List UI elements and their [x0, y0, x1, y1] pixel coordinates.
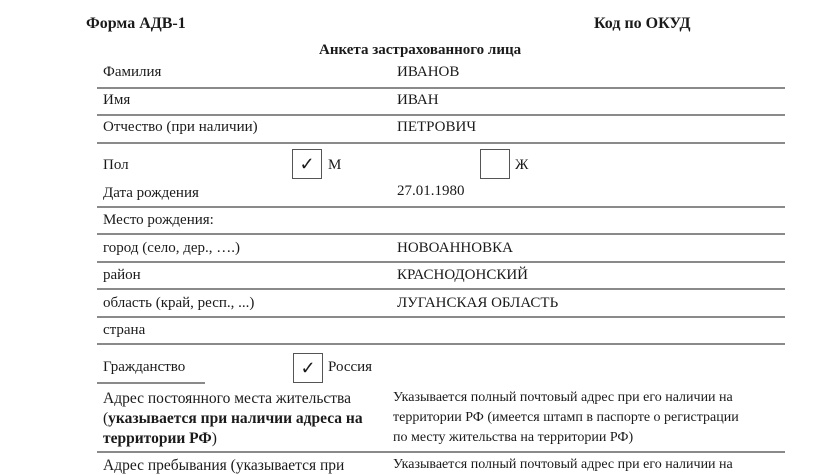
- address-label-line2: [103, 409, 363, 429]
- okud-code-label: Код по ОКУД: [594, 15, 691, 32]
- stay-address-hint: Указывается полный почтовый адрес при его наличии на: [393, 457, 733, 472]
- address-label-line1: Адрес постоянного места жительства: [103, 390, 352, 407]
- form-title: Анкета застрахованного лица: [319, 42, 522, 58]
- address-hint-line: территории РФ (имеется штамп в паспорте о регистрации: [393, 410, 739, 425]
- divider: [97, 288, 785, 290]
- district-value[interactable]: КРАСНОДОНСКИЙ: [397, 267, 529, 283]
- address-hint: [393, 388, 739, 448]
- region-value[interactable]: ЛУГАНСКАЯ ОБЛАСТЬ: [397, 295, 559, 311]
- district-label: район: [103, 267, 141, 283]
- name-label: Имя: [103, 92, 131, 108]
- paren: (: [103, 410, 109, 427]
- divider: [97, 382, 205, 384]
- form-name: Форма АДВ-1: [86, 15, 186, 32]
- divider: [97, 206, 785, 208]
- city-value[interactable]: НОВОАННОВКА: [397, 240, 513, 256]
- address-label: [103, 389, 363, 449]
- patronymic-value[interactable]: ПЕТРОВИЧ: [397, 119, 477, 135]
- birth-date-value[interactable]: 27.01.1980: [397, 183, 465, 199]
- paren: ): [211, 430, 217, 447]
- address-note-bold: территории РФ: [103, 430, 212, 447]
- male-label: М: [328, 157, 342, 173]
- name-value[interactable]: ИВАН: [397, 92, 439, 108]
- sex-label: Пол: [103, 157, 129, 173]
- birth-date-label: Дата рождения: [103, 185, 199, 201]
- country-label: страна: [103, 322, 146, 338]
- surname-value[interactable]: ИВАНОВ: [397, 64, 460, 80]
- divider: [97, 261, 785, 263]
- divider: [97, 114, 785, 116]
- divider: [97, 316, 785, 318]
- address-label-line3: [103, 429, 363, 449]
- address-hint-line: Указывается полный почтовый адрес при его наличии на: [393, 390, 733, 405]
- female-checkbox[interactable]: [480, 149, 510, 179]
- male-checkbox[interactable]: [292, 149, 322, 179]
- female-label: Ж: [515, 157, 529, 173]
- stay-address-label: Адрес пребывания (указывается при: [103, 457, 345, 474]
- divider: [97, 233, 785, 235]
- address-note-bold: указывается при наличии адреса на: [108, 410, 363, 427]
- region-label: область (край, респ., ...): [103, 295, 255, 311]
- patronymic-label: Отчество (при наличии): [103, 119, 258, 135]
- birth-place-label: Место рождения:: [103, 212, 214, 228]
- city-label: город (село, дер., ….): [103, 240, 240, 256]
- divider: [97, 451, 785, 453]
- citizenship-value: Россия: [328, 359, 373, 375]
- check-icon: ✓: [300, 358, 316, 378]
- address-hint-line: по месту жительства на территории РФ): [393, 430, 634, 445]
- divider: [97, 142, 785, 144]
- check-icon: ✓: [299, 154, 315, 174]
- divider: [97, 343, 785, 345]
- surname-label: Фамилия: [103, 64, 162, 80]
- divider: [97, 87, 785, 89]
- citizenship-checkbox[interactable]: [293, 353, 323, 383]
- citizenship-label: Гражданство: [103, 359, 186, 375]
